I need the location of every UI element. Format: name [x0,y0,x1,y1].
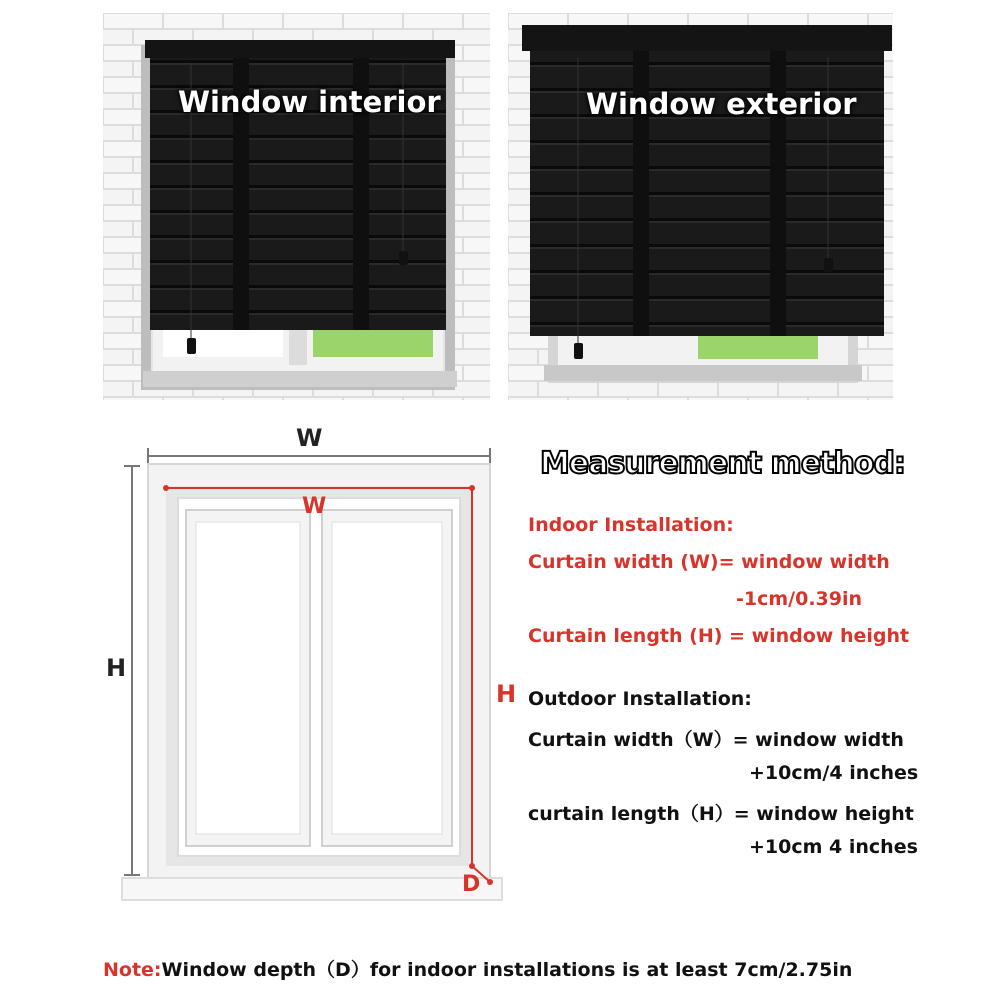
indoor-width-line: Curtain width (W)= window width [528,551,890,573]
indoor-width-adjust: -1cm/0.39in [736,588,863,610]
outdoor-width-line: Curtain width（W）= window width [528,729,904,751]
outer-width-label: W [296,424,323,452]
measurement-heading: Measurement method: [540,446,905,481]
depth-label: D [462,872,481,897]
note-lead: Note: [103,959,162,981]
outdoor-length-adjust: +10cm 4 inches [749,836,918,858]
inner-width-label: W [302,494,327,519]
window-exterior-photo [508,13,893,400]
indoor-title: Indoor Installation: [528,514,734,536]
outer-height-label: H [106,654,127,682]
outdoor-length-line: curtain length（H）= window height [528,803,914,825]
exterior-label: Window exterior [586,87,857,121]
indoor-length-line: Curtain length (H) = window height [528,625,910,647]
interior-label: Window interior [178,85,441,119]
note-text: Window depth（D）for indoor installations is at least 7cm/2.75in [161,959,853,981]
depth-note [103,955,852,982]
inner-height-label: H [496,680,517,708]
window-measurement-diagram [100,420,520,920]
window-interior-photo [103,13,490,400]
outdoor-title: Outdoor Installation: [528,688,752,710]
outdoor-width-adjust: +10cm/4 inches [749,762,919,784]
